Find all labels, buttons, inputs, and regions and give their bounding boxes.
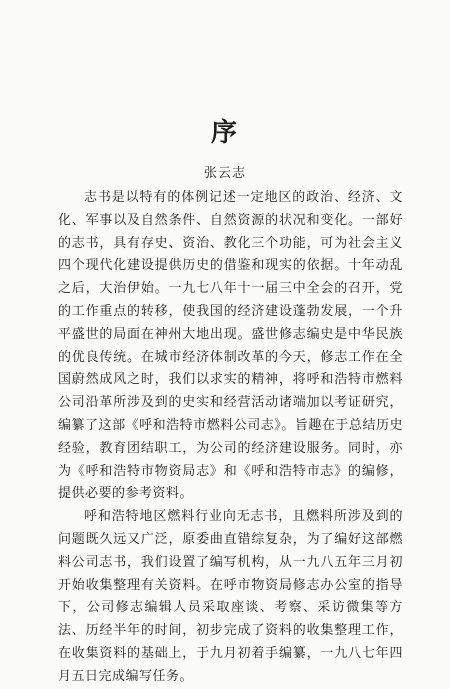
- paragraph-1: 志书是以特有的体例记述一定地区的政治、经济、文化、军事以及自然条件、自然资源的状况和变化。一部好的志书，具有存史、资治、教化三个功能，可为社会主义四个现代化建设提供历史的借鉴和现实的依据。十年动乱之后，大治伊始。一九七八年十一届三中全会的召开，党的工作重点的转移，使我国的经济建设蓬勃发展，一个升平盛世的局面在神州大地出现。盛世修志编史是中华民族的优良传统。在城市经济体制改革的今天，修志工作在全国蔚然成风之时，我们以求实的精神，将呼和浩特市燃料公司沿革所涉及到的史实和经营活动诸端加以考证研究，编纂了这部《呼和浩特市燃料公司志》。旨趣在于总结历史经验，教育团结职工，为公司的经济建设服务。同时，亦为《呼和浩特市物资局志》和《呼和浩特市志》的编修，提供必要的参考资料。: [58, 190, 403, 502]
- author-name: 张云志: [203, 166, 246, 181]
- body-text: [58, 187, 403, 689]
- page-title: 序: [210, 118, 239, 148]
- paragraph-2: 呼和浩特地区燃料行业向无志书，且燃料所涉及到的问题既久远又广泛，原委曲直错综复杂，为了编好这部燃料公司志书，我们设置了编写机构，从一九八五年三月初开始收集整理有关资料。在呼市物资局修志办公室的指导下，公司修志编辑人员采取座谈、考察、采访微集等方法、历经半年的时间，初步完成了资料的收集整理工作，在收集资料的基础上，于九月初着手编纂，一九八七年四月五日完成编写任务。: [58, 509, 403, 684]
